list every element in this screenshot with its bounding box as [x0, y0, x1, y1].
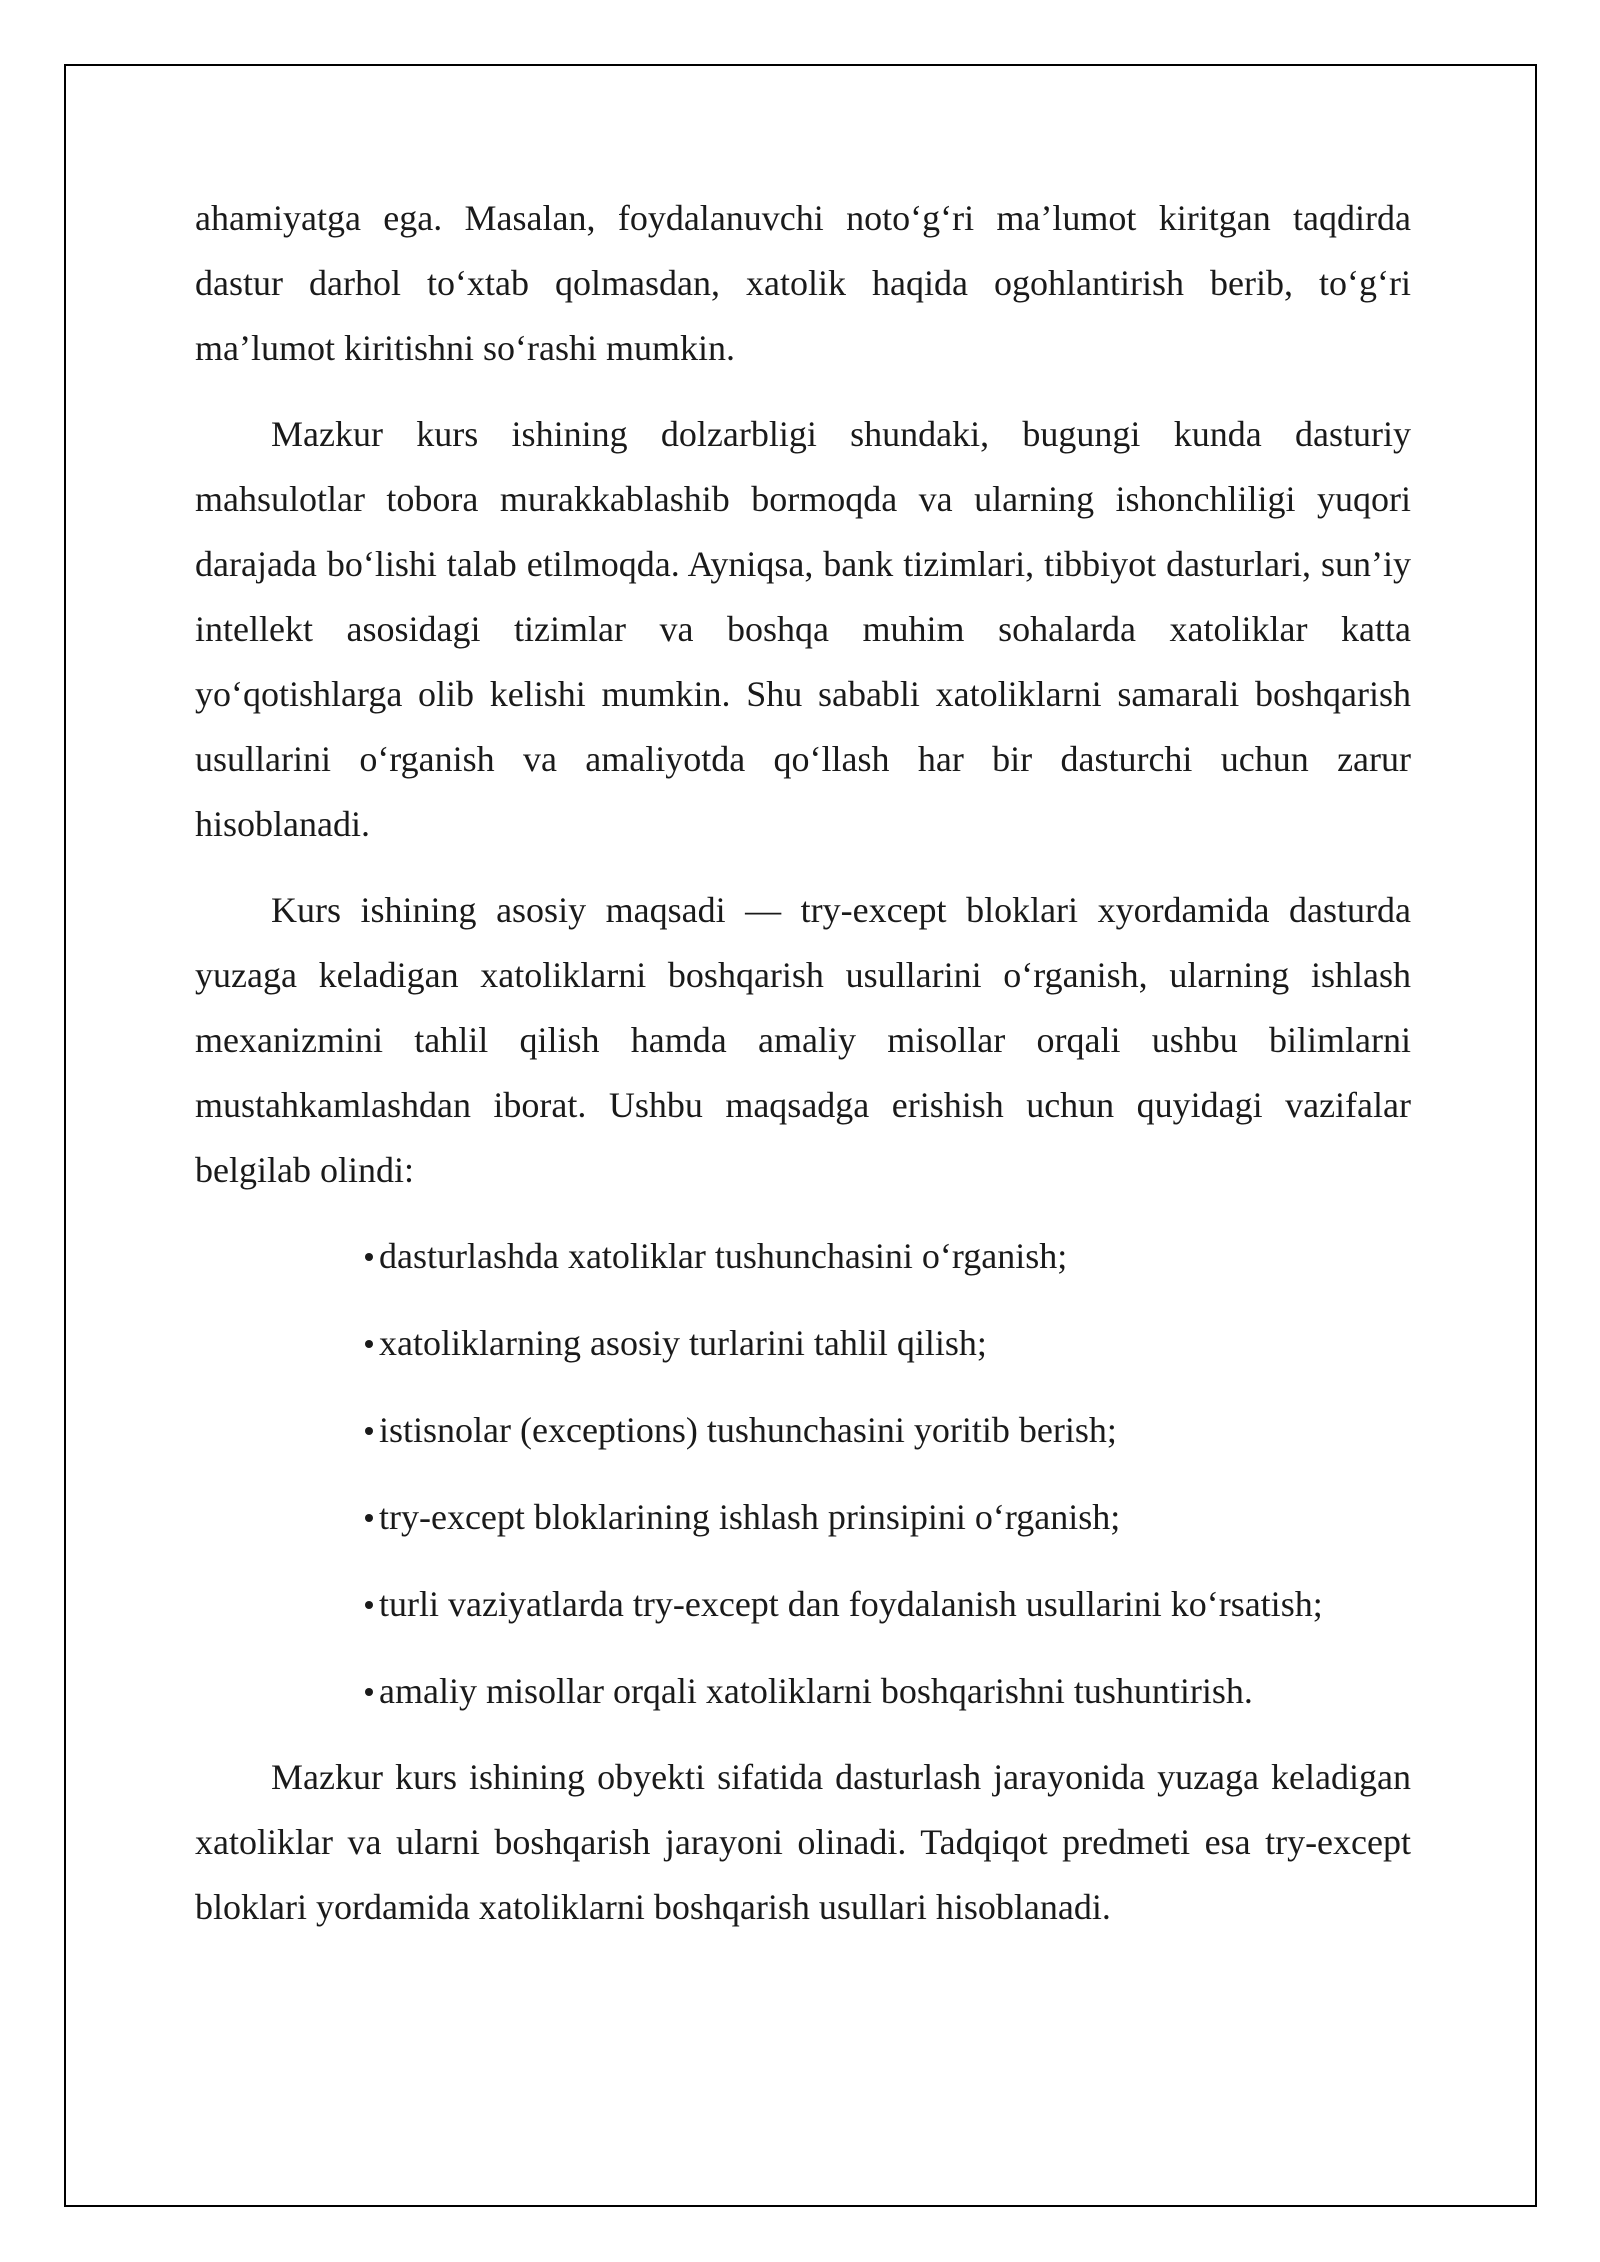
list-item [365, 1572, 1411, 1637]
bullet-icon [365, 1688, 373, 1696]
list-item-text: istisnolar (exceptions) tushunchasini yoritib berish; [379, 1410, 1117, 1450]
task-list [195, 1224, 1411, 1724]
paragraph-relevance: Mazkur kurs ishining dolzarbligi shundaki, bugungi kunda dasturiy mahsulotlar tobora murakkablashib bormoqda va ularning ishonchliligi yuqori darajada bo‘lishi talab etilmoqda. Ayniqsa, bank tizimlari, tibbiyot dasturlari, sun’iy intellekt asosidagi tizimlar va boshqa muhim sohalarda xatoliklar katta yo‘qotishlarga olib kelishi mumkin. Shu sababli xatoliklarni samarali boshqarish usullarini o‘rganish va amaliyotda qo‘llash har bir dasturchi uchun zarur hisoblanadi. [195, 414, 1411, 844]
paragraph-object-subject: Mazkur kurs ishining obyekti sifatida dasturlash jarayonida yuzaga keladigan xatoliklar va ularni boshqarish jarayoni olinadi. Tadqiqot predmeti esa try-except bloklari yordamida xatoliklarni boshqarish usullari hisoblanadi. [195, 1757, 1411, 1927]
bullet-icon [365, 1340, 373, 1348]
paragraph-goal: Kurs ishining asosiy maqsadi — try-except bloklari xyordamida dasturda yuzaga keladigan xatoliklarni boshqarish usullarini o‘rganish, ularning ishlash mexanizmini tahlil qilish hamda amaliy misollar orqali ushbu bilimlarni mustahkamlashdan iborat. Ushbu maqsadga erishish uchun quyidagi vazifalar belgilab olindi: [195, 890, 1411, 1190]
list-item [365, 1224, 1411, 1289]
list-item [365, 1485, 1411, 1550]
list-item-text: try-except bloklarining ishlash prinsipini o‘rganish; [379, 1497, 1121, 1537]
bullet-icon [365, 1427, 373, 1435]
bullet-icon [365, 1253, 373, 1261]
document-body [195, 186, 1411, 1961]
list-item-text: turli vaziyatlarda try-except dan foydalanish usullarini ko‘rsatish; [379, 1584, 1323, 1624]
list-item [365, 1311, 1411, 1376]
list-item-text: dasturlashda xatoliklar tushunchasini o‘rganish; [379, 1236, 1068, 1276]
bullet-icon [365, 1601, 373, 1609]
bullet-icon [365, 1514, 373, 1522]
list-item [365, 1398, 1411, 1463]
list-item-text: amaliy misollar orqali xatoliklarni boshqarishni tushuntirish. [379, 1671, 1253, 1711]
paragraph-continuation: ahamiyatga ega. Masalan, foydalanuvchi noto‘g‘ri ma’lumot kiritgan taqdirda dastur darhol to‘xtab qolmasdan, xatolik haqida ogohlantirish berib, to‘g‘ri ma’lumot kiritishni so‘rashi mumkin. [195, 198, 1411, 368]
list-item [365, 1659, 1411, 1724]
list-item-text: xatoliklarning asosiy turlarini tahlil qilish; [379, 1323, 987, 1363]
